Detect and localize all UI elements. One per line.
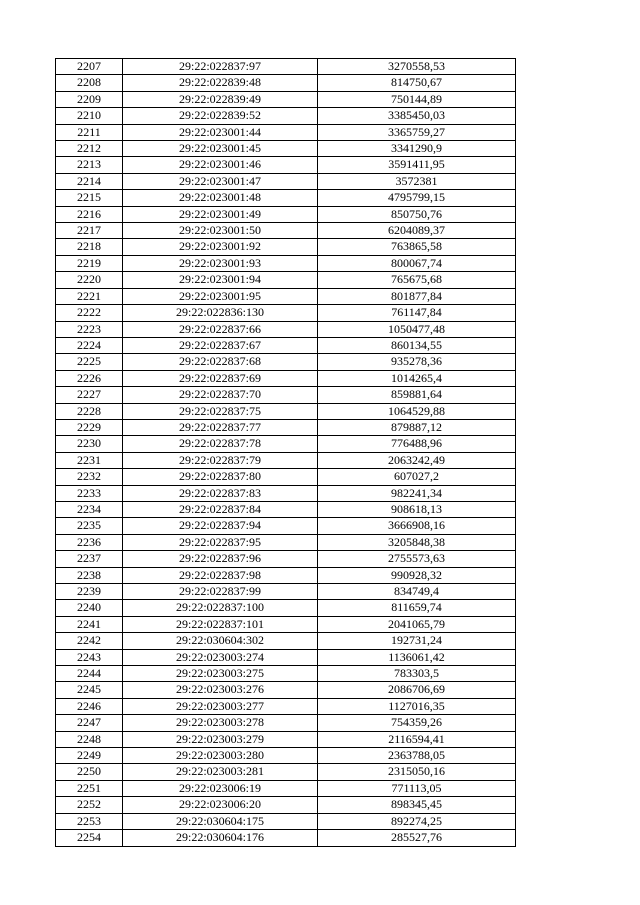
cadastral-number-cell: 29:22:023006:19	[123, 780, 318, 796]
cadastral-value-cell: 811659,74	[318, 600, 516, 616]
row-number-cell: 2247	[56, 715, 123, 731]
row-number-cell: 2219	[56, 255, 123, 271]
cadastral-value-cell: 935278,36	[318, 354, 516, 370]
table-row	[56, 255, 516, 271]
cadastral-value-cell: 3365759,27	[318, 124, 516, 140]
cadastral-value-cell: 3591411,95	[318, 157, 516, 173]
cadastral-value-cell: 814750,67	[318, 75, 516, 91]
cadastral-number-cell: 29:22:022836:130	[123, 305, 318, 321]
cadastral-number-cell: 29:22:023003:279	[123, 731, 318, 747]
cadastral-value-cell: 2041065,79	[318, 616, 516, 632]
cadastral-value-cell: 3385450,03	[318, 108, 516, 124]
row-number-cell: 2228	[56, 403, 123, 419]
table-row	[56, 190, 516, 206]
table-row	[56, 764, 516, 780]
cadastral-number-cell: 29:22:022837:84	[123, 501, 318, 517]
cadastral-number-cell: 29:22:022837:67	[123, 337, 318, 353]
cadastral-value-cell: 2315050,16	[318, 764, 516, 780]
cadastral-number-cell: 29:22:030604:302	[123, 633, 318, 649]
cadastral-value-cell: 3341290,9	[318, 141, 516, 157]
cadastral-value-cell: 607027,2	[318, 469, 516, 485]
cadastral-value-cell: 908618,13	[318, 501, 516, 517]
cadastral-number-cell: 29:22:022837:78	[123, 436, 318, 452]
table-row	[56, 141, 516, 157]
table-row	[56, 567, 516, 583]
row-number-cell: 2216	[56, 206, 123, 222]
table-row	[56, 305, 516, 321]
cadastral-value-cell: 3572381	[318, 173, 516, 189]
cadastral-number-cell: 29:22:023003:274	[123, 649, 318, 665]
cadastral-number-cell: 29:22:022837:77	[123, 419, 318, 435]
table-body	[56, 59, 516, 847]
cadastral-value-cell: 765675,68	[318, 272, 516, 288]
row-number-cell: 2221	[56, 288, 123, 304]
cadastral-number-cell: 29:22:022837:97	[123, 59, 318, 75]
cadastral-value-cell: 879887,12	[318, 419, 516, 435]
cadastral-number-cell: 29:22:023001:49	[123, 206, 318, 222]
cadastral-value-cell: 860134,55	[318, 337, 516, 353]
table-row	[56, 682, 516, 698]
row-number-cell: 2225	[56, 354, 123, 370]
cadastral-number-cell: 29:22:023001:48	[123, 190, 318, 206]
table-row	[56, 666, 516, 682]
cadastral-number-cell: 29:22:023001:95	[123, 288, 318, 304]
row-number-cell: 2253	[56, 813, 123, 829]
cadastral-number-cell: 29:22:023001:45	[123, 141, 318, 157]
row-number-cell: 2226	[56, 370, 123, 386]
row-number-cell: 2234	[56, 501, 123, 517]
cadastral-value-cell: 771113,05	[318, 780, 516, 796]
cadastral-value-cell: 776488,96	[318, 436, 516, 452]
cadastral-value-cell: 898345,45	[318, 797, 516, 813]
table-row	[56, 436, 516, 452]
cadastral-number-cell: 29:22:022837:70	[123, 387, 318, 403]
table-row	[56, 223, 516, 239]
cadastral-value-cell: 892274,25	[318, 813, 516, 829]
cadastral-value-cell: 834749,4	[318, 584, 516, 600]
row-number-cell: 2224	[56, 337, 123, 353]
table-row	[56, 534, 516, 550]
cadastral-number-cell: 29:22:022837:99	[123, 584, 318, 600]
cadastral-number-cell: 29:22:022839:48	[123, 75, 318, 91]
cadastral-number-cell: 29:22:022837:69	[123, 370, 318, 386]
cadastral-number-cell: 29:22:022837:66	[123, 321, 318, 337]
table-row	[56, 91, 516, 107]
table-row	[56, 59, 516, 75]
table-row	[56, 813, 516, 829]
row-number-cell: 2207	[56, 59, 123, 75]
table-row	[56, 600, 516, 616]
table-row	[56, 731, 516, 747]
cadastral-number-cell: 29:22:023006:20	[123, 797, 318, 813]
cadastral-number-cell: 29:22:022837:83	[123, 485, 318, 501]
cadastral-number-cell: 29:22:023003:280	[123, 748, 318, 764]
cadastral-value-cell: 2063242,49	[318, 452, 516, 468]
cadastral-number-cell: 29:22:022837:95	[123, 534, 318, 550]
table-row	[56, 108, 516, 124]
row-number-cell: 2249	[56, 748, 123, 764]
table-row	[56, 780, 516, 796]
cadastral-value-cell: 3666908,16	[318, 518, 516, 534]
cadastral-value-cell: 750144,89	[318, 91, 516, 107]
row-number-cell: 2232	[56, 469, 123, 485]
row-number-cell: 2239	[56, 584, 123, 600]
cadastral-value-cell: 6204089,37	[318, 223, 516, 239]
cadastral-value-cell: 801877,84	[318, 288, 516, 304]
row-number-cell: 2230	[56, 436, 123, 452]
table-row	[56, 354, 516, 370]
cadastral-value-cell: 1064529,88	[318, 403, 516, 419]
cadastral-number-cell: 29:22:023001:93	[123, 255, 318, 271]
cadastral-value-cell: 4795799,15	[318, 190, 516, 206]
table-row	[56, 206, 516, 222]
cadastral-number-cell: 29:22:022837:68	[123, 354, 318, 370]
cadastral-number-cell: 29:22:023001:44	[123, 124, 318, 140]
row-number-cell: 2240	[56, 600, 123, 616]
table-row	[56, 830, 516, 846]
row-number-cell: 2223	[56, 321, 123, 337]
table-row	[56, 584, 516, 600]
table-row	[56, 452, 516, 468]
table-row	[56, 551, 516, 567]
row-number-cell: 2211	[56, 124, 123, 140]
cadastral-value-cell: 1014265,4	[318, 370, 516, 386]
cadastral-value-cell: 754359,26	[318, 715, 516, 731]
row-number-cell: 2210	[56, 108, 123, 124]
cadastral-number-cell: 29:22:023003:281	[123, 764, 318, 780]
table-row	[56, 173, 516, 189]
table-row	[56, 387, 516, 403]
cadastral-value-cell: 982241,34	[318, 485, 516, 501]
table-row	[56, 715, 516, 731]
cadastral-number-cell: 29:22:022839:52	[123, 108, 318, 124]
row-number-cell: 2246	[56, 698, 123, 714]
cadastral-value-cell: 1136061,42	[318, 649, 516, 665]
cadastral-number-cell: 29:22:023001:92	[123, 239, 318, 255]
row-number-cell: 2220	[56, 272, 123, 288]
row-number-cell: 2227	[56, 387, 123, 403]
cadastral-value-cell: 285527,76	[318, 830, 516, 846]
table-row	[56, 633, 516, 649]
cadastral-number-cell: 29:22:023003:275	[123, 666, 318, 682]
cadastral-value-cell: 2086706,69	[318, 682, 516, 698]
table-row	[56, 337, 516, 353]
row-number-cell: 2252	[56, 797, 123, 813]
cadastral-value-cell: 763865,58	[318, 239, 516, 255]
table-row	[56, 616, 516, 632]
row-number-cell: 2241	[56, 616, 123, 632]
row-number-cell: 2238	[56, 567, 123, 583]
row-number-cell: 2208	[56, 75, 123, 91]
row-number-cell: 2217	[56, 223, 123, 239]
table-row	[56, 75, 516, 91]
cadastral-number-cell: 29:22:023001:50	[123, 223, 318, 239]
table-row	[56, 321, 516, 337]
cadastral-number-cell: 29:22:022837:100	[123, 600, 318, 616]
cadastral-value-cell: 2116594,41	[318, 731, 516, 747]
table-row	[56, 518, 516, 534]
cadastral-number-cell: 29:22:022837:79	[123, 452, 318, 468]
table-row	[56, 469, 516, 485]
cadastral-value-cell: 1127016,35	[318, 698, 516, 714]
row-number-cell: 2251	[56, 780, 123, 796]
row-number-cell: 2212	[56, 141, 123, 157]
table-row	[56, 272, 516, 288]
cadastral-number-cell: 29:22:022837:80	[123, 469, 318, 485]
cadastral-number-cell: 29:22:023001:94	[123, 272, 318, 288]
row-number-cell: 2214	[56, 173, 123, 189]
cadastral-number-cell: 29:22:023003:276	[123, 682, 318, 698]
cadastral-value-cell: 3270558,53	[318, 59, 516, 75]
table-row	[56, 288, 516, 304]
cadastral-value-cell: 990928,32	[318, 567, 516, 583]
row-number-cell: 2245	[56, 682, 123, 698]
cadastral-value-cell: 2755573,63	[318, 551, 516, 567]
row-number-cell: 2231	[56, 452, 123, 468]
row-number-cell: 2222	[56, 305, 123, 321]
row-number-cell: 2237	[56, 551, 123, 567]
row-number-cell: 2244	[56, 666, 123, 682]
cadastral-number-cell: 29:22:022837:94	[123, 518, 318, 534]
cadastral-value-table	[55, 58, 516, 847]
row-number-cell: 2242	[56, 633, 123, 649]
row-number-cell: 2215	[56, 190, 123, 206]
cadastral-number-cell: 29:22:030604:175	[123, 813, 318, 829]
table-row	[56, 698, 516, 714]
cadastral-number-cell: 29:22:023001:47	[123, 173, 318, 189]
cadastral-value-cell: 2363788,05	[318, 748, 516, 764]
cadastral-value-cell: 859881,64	[318, 387, 516, 403]
table-row	[56, 370, 516, 386]
cadastral-value-cell: 783303,5	[318, 666, 516, 682]
row-number-cell: 2243	[56, 649, 123, 665]
table-row	[56, 239, 516, 255]
row-number-cell: 2233	[56, 485, 123, 501]
row-number-cell: 2213	[56, 157, 123, 173]
cadastral-value-cell: 3205848,38	[318, 534, 516, 550]
table-row	[56, 797, 516, 813]
row-number-cell: 2248	[56, 731, 123, 747]
table-row	[56, 419, 516, 435]
row-number-cell: 2229	[56, 419, 123, 435]
cadastral-number-cell: 29:22:023003:278	[123, 715, 318, 731]
table-row	[56, 485, 516, 501]
cadastral-number-cell: 29:22:030604:176	[123, 830, 318, 846]
table-row	[56, 649, 516, 665]
row-number-cell: 2209	[56, 91, 123, 107]
cadastral-value-cell: 800067,74	[318, 255, 516, 271]
cadastral-number-cell: 29:22:022837:75	[123, 403, 318, 419]
row-number-cell: 2250	[56, 764, 123, 780]
cadastral-value-cell: 761147,84	[318, 305, 516, 321]
cadastral-number-cell: 29:22:022837:98	[123, 567, 318, 583]
cadastral-number-cell: 29:22:023003:277	[123, 698, 318, 714]
cadastral-number-cell: 29:22:022837:96	[123, 551, 318, 567]
table-row	[56, 157, 516, 173]
cadastral-number-cell: 29:22:022837:101	[123, 616, 318, 632]
cadastral-number-cell: 29:22:023001:46	[123, 157, 318, 173]
table-row	[56, 403, 516, 419]
row-number-cell: 2218	[56, 239, 123, 255]
table-row	[56, 748, 516, 764]
row-number-cell: 2235	[56, 518, 123, 534]
cadastral-value-cell: 850750,76	[318, 206, 516, 222]
table-row	[56, 501, 516, 517]
cadastral-value-cell: 192731,24	[318, 633, 516, 649]
cadastral-number-cell: 29:22:022839:49	[123, 91, 318, 107]
table-row	[56, 124, 516, 140]
cadastral-value-cell: 1050477,48	[318, 321, 516, 337]
row-number-cell: 2236	[56, 534, 123, 550]
row-number-cell: 2254	[56, 830, 123, 846]
